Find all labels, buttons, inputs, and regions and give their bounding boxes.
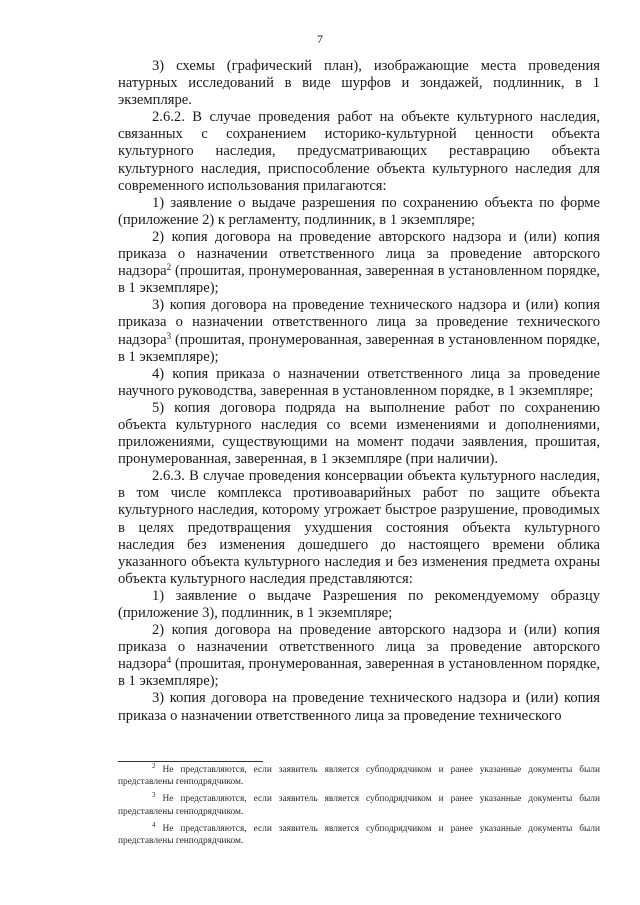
paragraph-2-6-3: 2.6.3. В случае проведения консервации объекта культурного наследия, в том числе комплекса противоаварийных работ по защите объекта культурного наследия, которому угрожает быстрое разрушение, проводимых в целях предотвращения ухудшения состояния объекта культурного наследия без изменения дошедшего до настоящего времени облика указанного объекта культурного наследия и без изменения предмета охраны объекта культурного наследия представляются: xyxy=(118,468,600,587)
paragraph-contract: 5) копия договора подряда на выполнение работ по сохранению объекта культурного наследия со всеми изменениями и дополнениями, приложениями, существующими на момент подачи заявления, прошитая, пронумерованная, заверенная, в 1 экземпляре (при наличии). xyxy=(118,399,600,468)
footnote-text: Не представляются, если заявитель является субподрядчиком и ранее указанные документы были представлены генподрядчиком. xyxy=(118,823,600,847)
footnote-ref: 4 xyxy=(166,655,172,666)
footnote-number: 4 xyxy=(152,820,156,829)
paragraph-text: (прошитая, пронумерованная, заверенная в установленном порядке, в 1 экземпляре); xyxy=(118,263,600,297)
footnote xyxy=(118,793,600,817)
paragraph-text: 2) копия договора на проведение авторского надзора и (или) копия приказа о назначении ответственного лица за проведение авторского надзора xyxy=(118,622,600,673)
footnote xyxy=(118,820,600,847)
paragraph-2-6-2: 2.6.2. В случае проведения работ на объекте культурного наследия, связанных с сохранением историко-культурной ценности объекта культурного наследия, предусматривающих реставрацию объекта культурного наследия, приспособление объекта культурного наследия для современного использования прилагаются: xyxy=(118,109,600,194)
paragraph-technical-supervision-2: 3) копия договора на проведение технического надзора и (или) копия приказа о назначении ответственного лица за проведение технического xyxy=(118,690,600,724)
document-body xyxy=(118,58,600,725)
footnote-text: Не представляются, если заявитель является субподрядчиком и ранее указанные документы были представлены генподрядчиком. xyxy=(118,794,600,817)
paragraph-technical-supervision xyxy=(118,297,600,365)
paragraph-application: 1) заявление о выдаче разрешения по сохранению объекта по форме (приложение 2) к регламенту, подлинник, в 1 экземпляре; xyxy=(118,194,600,228)
paragraph-author-supervision xyxy=(118,229,600,297)
page-number: 7 xyxy=(317,32,323,46)
paragraph-schemes: 3) схемы (графический план), изображающие места проведения натурных исследований в виде шурфов и зондажей, подлинник, в 1 экземпляре. xyxy=(118,58,600,109)
footnote-number: 2 xyxy=(152,762,156,770)
footnote-text: Не представляются, если заявитель является субподрядчиком и ранее указанные документы были представлены генподрядчиком. xyxy=(118,765,600,788)
paragraph-text: (прошитая, пронумерованная, заверенная в установленном порядке, в 1 экземпляре); xyxy=(118,656,600,690)
footnote-ref: 2 xyxy=(166,262,172,273)
footnotes xyxy=(118,764,600,852)
footnote-ref: 3 xyxy=(166,330,172,341)
footnote xyxy=(118,764,600,788)
paragraph-application-form: 1) заявление о выдаче Разрешения по рекомендуемому образцу (приложение 3), подлинник, в 1 экземпляре; xyxy=(118,587,600,621)
paragraph-text: 2) копия договора на проведение авторского надзора и (или) копия приказа о назначении ответственного лица за проведение авторского надзора xyxy=(118,228,600,280)
paragraph-text: 3) копия договора на проведение технического надзора и (или) копия приказа о назначении ответственного лица за проведение технического надзора xyxy=(118,297,600,348)
paragraph-scientific-management: 4) копия приказа о назначении ответственного лица за проведение научного руководства, заверенная в установленном порядке, в 1 экземпляре; xyxy=(118,365,600,399)
paragraph-text: (прошитая, пронумерованная, заверенная в установленном порядке, в 1 экземпляре); xyxy=(118,331,600,365)
footnote-number: 3 xyxy=(152,791,156,800)
paragraph-author-supervision-2 xyxy=(118,622,600,690)
footnote-separator xyxy=(118,761,263,762)
